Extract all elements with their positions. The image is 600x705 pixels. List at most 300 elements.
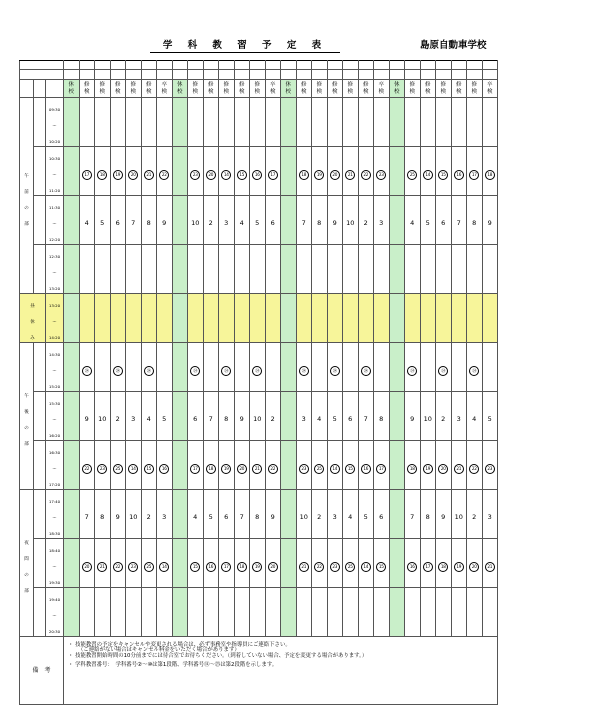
lesson-number: 16	[206, 562, 216, 572]
schedule-cell	[188, 294, 204, 343]
schedule-cell	[250, 245, 266, 294]
schedule-cell	[405, 294, 421, 343]
lesson-number: ㉔	[438, 366, 448, 376]
status-char: 修	[238, 82, 245, 88]
lesson-number: 15	[345, 464, 355, 474]
lesson-number: 23	[299, 464, 309, 474]
schedule-cell	[110, 196, 126, 245]
schedule-cell	[172, 196, 188, 245]
schedule-cell	[95, 588, 111, 637]
schedule-cell	[64, 490, 80, 539]
schedule-cell	[420, 245, 436, 294]
day-number	[250, 61, 266, 70]
status-char: 検	[455, 88, 462, 95]
lesson-number: 14	[423, 170, 433, 180]
time-part: 15:20	[48, 384, 61, 389]
schedule-cell	[420, 98, 436, 147]
weekday	[234, 70, 250, 80]
status-char: 検	[409, 88, 415, 95]
status-char: 修	[440, 82, 446, 88]
schedule-cell	[110, 588, 126, 637]
lesson-number: 18	[97, 170, 107, 180]
schedule-cell	[312, 539, 328, 588]
status-char: 検	[99, 88, 105, 95]
lesson-number: 7	[239, 513, 244, 521]
schedule-cell	[436, 147, 452, 196]
lesson-number: 10	[454, 513, 463, 521]
lesson-number: 15	[438, 170, 448, 180]
schedule-cell	[420, 539, 436, 588]
schedule-cell	[157, 539, 173, 588]
schedule-cell	[250, 392, 266, 441]
session-gogo	[20, 343, 34, 490]
status-char: 修	[145, 82, 152, 88]
lunch-char: 休	[30, 320, 35, 325]
kubun-label	[20, 80, 34, 98]
status-char: 修	[83, 82, 90, 88]
day-number	[374, 61, 390, 70]
status-char: 休	[68, 82, 74, 88]
schedule-cell	[451, 196, 467, 245]
schedule-cell	[467, 196, 483, 245]
schedule-cell	[141, 490, 157, 539]
schedule-cell	[265, 441, 281, 490]
day-number	[95, 61, 111, 70]
lesson-number: ㉔	[407, 366, 417, 376]
schedule-cell	[203, 441, 219, 490]
schedule-cell	[436, 245, 452, 294]
schedule-cell	[141, 343, 157, 392]
note-line: ・ 技能教習の予定をキャンセルや変更される場合は、必ず事務室や指導員にご連絡下さい。	[68, 642, 291, 648]
day-number	[172, 61, 188, 70]
day-status	[172, 80, 188, 98]
lesson-number: ㉔	[144, 366, 154, 376]
lesson-number: 4	[146, 415, 151, 423]
lesson-number: 6	[379, 513, 384, 521]
schedule-cell	[219, 294, 235, 343]
lesson-number: 9	[410, 415, 415, 423]
lesson-number: 3	[487, 513, 492, 521]
lesson-number: 4	[239, 219, 244, 227]
schedule-cell	[203, 392, 219, 441]
schedule-cell	[64, 441, 80, 490]
schedule-cell	[312, 490, 328, 539]
status-char: 検	[83, 88, 90, 95]
schedule-cell	[312, 196, 328, 245]
schedule-cell	[79, 147, 95, 196]
lesson-number: 15	[376, 562, 386, 572]
lesson-number: 3	[162, 513, 167, 521]
schedule-cell	[126, 147, 142, 196]
lesson-number: 17	[376, 464, 386, 474]
weekday	[79, 70, 95, 80]
schedule-cell	[482, 245, 498, 294]
time-part: 〜	[52, 368, 57, 373]
period-number	[34, 441, 46, 490]
status-char: 修	[300, 82, 307, 88]
schedule-cell	[343, 98, 359, 147]
lesson-number: 22	[82, 464, 92, 474]
schedule-cell	[467, 588, 483, 637]
lesson-number: 10	[253, 415, 262, 423]
schedule-cell	[296, 588, 312, 637]
session-char: 後	[24, 410, 29, 415]
schedule-cell	[157, 392, 173, 441]
day-number	[436, 61, 452, 70]
lesson-number: 23	[190, 170, 200, 180]
time-part: 〜	[52, 515, 57, 520]
schedule-cell	[172, 343, 188, 392]
notes-box	[64, 637, 498, 705]
note-line: （ご連絡がない場合はキャンセル料金をいただく場合があります）	[78, 647, 240, 654]
schedule-cell	[358, 98, 374, 147]
period-number	[34, 147, 46, 196]
period-number	[34, 588, 46, 637]
schedule-cell	[188, 98, 204, 147]
schedule-cell	[374, 147, 390, 196]
schedule-cell	[389, 98, 405, 147]
day-status	[265, 80, 281, 98]
weekday	[219, 70, 235, 80]
schedule-cell	[110, 441, 126, 490]
schedule-cell	[95, 196, 111, 245]
schedule-cell	[405, 343, 421, 392]
schedule-cell	[482, 441, 498, 490]
schedule-cell	[312, 245, 328, 294]
schedule-cell	[296, 490, 312, 539]
day-status	[374, 80, 390, 98]
day-status	[219, 80, 235, 98]
schedule-cell	[157, 343, 173, 392]
day-status	[157, 80, 173, 98]
time-part: 17:40	[48, 499, 61, 504]
schedule-cell	[343, 392, 359, 441]
schedule-cell	[296, 392, 312, 441]
schedule-cell	[265, 539, 281, 588]
schedule-cell	[203, 490, 219, 539]
period-row	[20, 392, 498, 441]
lesson-number: 10	[346, 219, 355, 227]
lesson-number: 8	[379, 415, 384, 423]
schedule-cell	[312, 588, 328, 637]
day-status	[203, 80, 219, 98]
schedule-cell	[219, 343, 235, 392]
weekday	[420, 70, 436, 80]
session-char: 午	[24, 173, 29, 179]
day-status	[79, 80, 95, 98]
session-char: 部	[24, 221, 29, 227]
schedule-cell	[172, 294, 188, 343]
schedule-cell	[420, 196, 436, 245]
lesson-number: 18	[438, 562, 448, 572]
schedule-cell	[281, 441, 297, 490]
schedule-cell	[281, 490, 297, 539]
lesson-number: 21	[252, 464, 262, 474]
schedule-cell	[358, 490, 374, 539]
lesson-number: ㉔	[330, 366, 340, 376]
schedule-cell	[219, 196, 235, 245]
schedule-cell	[126, 441, 142, 490]
weekday	[327, 70, 343, 80]
lesson-number: 20	[82, 562, 92, 572]
schedule-cell	[420, 392, 436, 441]
status-char: 検	[331, 88, 338, 95]
schedule-cell	[79, 588, 95, 637]
schedule-cell	[327, 490, 343, 539]
time-part: 12:20	[48, 237, 61, 242]
day-status	[95, 80, 111, 98]
schedule-cell	[296, 343, 312, 392]
schedule-cell	[358, 343, 374, 392]
day-status	[420, 80, 436, 98]
schedule-cell	[374, 196, 390, 245]
lesson-number: 5	[332, 415, 337, 423]
weekday	[126, 70, 142, 80]
lesson-number: ㉔	[361, 366, 371, 376]
lesson-number: 22	[361, 170, 371, 180]
day-number	[451, 61, 467, 70]
schedule-cell	[374, 441, 390, 490]
schedule-cell	[95, 392, 111, 441]
schedule-cell	[141, 588, 157, 637]
schedule-cell	[219, 441, 235, 490]
time-part: 16:20	[48, 433, 61, 438]
day-number	[141, 61, 157, 70]
day-status	[405, 80, 421, 98]
lesson-number: 22	[159, 170, 169, 180]
schedule-cell	[327, 245, 343, 294]
time-part: 19:30	[48, 580, 61, 585]
schedule-cell	[281, 98, 297, 147]
schedule-cell	[172, 245, 188, 294]
lesson-number: 21	[144, 170, 154, 180]
schedule-cell	[95, 539, 111, 588]
lesson-number: 8	[425, 513, 430, 521]
period-number	[34, 343, 46, 392]
lesson-number: 6	[348, 415, 353, 423]
schedule-cell	[451, 539, 467, 588]
status-char: 検	[130, 88, 136, 95]
schedule-cell	[327, 147, 343, 196]
lesson-number: 19	[454, 562, 464, 572]
time-part: 13:20	[48, 303, 61, 308]
schedule-cell	[126, 343, 142, 392]
status-char: 修	[455, 82, 462, 88]
schedule-cell	[358, 147, 374, 196]
day-status	[110, 80, 126, 98]
lesson-number: 2	[317, 513, 322, 521]
lesson-number: 5	[425, 219, 430, 227]
schedule-cell	[281, 147, 297, 196]
status-char: 検	[161, 88, 167, 95]
day-number	[405, 61, 421, 70]
lesson-number: 10	[423, 415, 432, 423]
lesson-number: 19	[113, 170, 123, 180]
lesson-number: 9	[270, 513, 275, 521]
lesson-number: 3	[301, 415, 306, 423]
day-status	[343, 80, 359, 98]
weekday	[110, 70, 126, 80]
weekday	[203, 70, 219, 80]
schedule-cell	[374, 490, 390, 539]
day-status	[482, 80, 498, 98]
schedule-cell	[327, 441, 343, 490]
lesson-number: 9	[441, 513, 446, 521]
schedule-cell	[234, 392, 250, 441]
schedule-cell	[296, 539, 312, 588]
lesson-number: 18	[485, 170, 495, 180]
schedule-cell	[405, 539, 421, 588]
header-days	[20, 61, 498, 70]
time-part: 〜	[52, 319, 57, 324]
schedule-cell	[79, 490, 95, 539]
session-char: 間	[24, 557, 29, 562]
schedule-cell	[79, 98, 95, 147]
day-number	[281, 61, 297, 70]
lesson-number: 17	[268, 170, 278, 180]
note-line: ・ 技能教習開始時間の10分前までには待合室でお待ちください。（到着していない場合、予定を変更する場合があります。）	[68, 652, 368, 659]
status-char: 修	[316, 82, 322, 88]
lesson-number: 15	[144, 464, 154, 474]
status-char: 修	[130, 82, 136, 88]
status-char: 検	[347, 88, 353, 95]
period-row	[20, 441, 498, 490]
schedule-cell	[420, 343, 436, 392]
lesson-number: 8	[146, 219, 151, 227]
time-part: 17:20	[48, 482, 61, 487]
schedule-cell	[188, 196, 204, 245]
schedule-cell	[64, 294, 80, 343]
schedule-cell	[482, 392, 498, 441]
lesson-number: 4	[348, 513, 353, 521]
lesson-number: 16	[159, 464, 169, 474]
schedule-cell	[420, 294, 436, 343]
schedule-cell	[327, 343, 343, 392]
schedule-cell	[79, 441, 95, 490]
schedule-cell	[141, 294, 157, 343]
lesson-number: ㉔	[299, 366, 309, 376]
period-number	[34, 196, 46, 245]
lesson-number: 18	[237, 562, 247, 572]
schedule-cell	[64, 147, 80, 196]
time-part: 18:30	[48, 531, 61, 536]
period-number	[34, 490, 46, 539]
status-char: 検	[192, 88, 198, 95]
lesson-number: 22	[314, 562, 324, 572]
schedule-cell	[327, 294, 343, 343]
schedule-cell	[358, 539, 374, 588]
lesson-number: 10	[129, 513, 138, 521]
status-char: 検	[269, 88, 276, 95]
schedule-cell	[467, 441, 483, 490]
day-number	[234, 61, 250, 70]
status-char: 修	[254, 82, 260, 88]
lesson-number: 4	[84, 219, 89, 227]
schedule-cell	[265, 245, 281, 294]
time-part: 〜	[52, 564, 57, 569]
lesson-number: 3	[224, 219, 229, 227]
schedule-cell	[110, 245, 126, 294]
period-time	[46, 441, 64, 490]
schedule-cell	[126, 245, 142, 294]
session-char: の	[24, 426, 29, 431]
lesson-number: 19	[221, 464, 231, 474]
schedule-cell	[358, 294, 374, 343]
day-status	[234, 80, 250, 98]
time-part: 09:30	[48, 107, 61, 112]
schedule-cell	[420, 147, 436, 196]
schedule-cell	[327, 196, 343, 245]
schedule-cell	[172, 98, 188, 147]
lesson-number: ㉔	[190, 366, 200, 376]
session-yakan	[20, 490, 34, 637]
schedule-cell	[64, 588, 80, 637]
time-part: 13:20	[48, 286, 61, 291]
lesson-number: 9	[487, 219, 492, 227]
session-char: 夜	[24, 541, 29, 546]
status-char: 検	[300, 88, 307, 95]
schedule-cell	[157, 147, 173, 196]
lesson-number: 10	[191, 219, 200, 227]
lesson-number: 21	[345, 170, 355, 180]
period-time	[46, 588, 64, 637]
note-line: ・ 学科教習番号： 学科番号②～⑩は第1段階、学科番号⑭～㉕は第2段階を示します。	[68, 662, 278, 669]
day-status	[467, 80, 483, 98]
schedule-cell	[467, 147, 483, 196]
schedule-cell	[188, 245, 204, 294]
schedule-cell	[203, 245, 219, 294]
lesson-number: ㉔	[252, 366, 262, 376]
lesson-number: 21	[299, 562, 309, 572]
schedule-cell	[95, 147, 111, 196]
lesson-number: 7	[456, 219, 461, 227]
schedule-cell	[343, 245, 359, 294]
schedule-cell	[157, 588, 173, 637]
lesson-number: 14	[361, 562, 371, 572]
schedule-cell	[250, 196, 266, 245]
schedule-cell	[467, 294, 483, 343]
time-part: 14:30	[48, 352, 61, 357]
day-number	[126, 61, 142, 70]
schedule-cell	[79, 196, 95, 245]
lesson-number: 21	[97, 562, 107, 572]
schedule-cell	[374, 294, 390, 343]
period-time	[46, 539, 64, 588]
schedule-cell	[389, 441, 405, 490]
schedule-cell	[110, 539, 126, 588]
status-char: 検	[378, 88, 384, 95]
lesson-number: 6	[193, 415, 198, 423]
schedule-cell	[157, 98, 173, 147]
lesson-number: 25	[345, 562, 355, 572]
schedule-cell	[79, 343, 95, 392]
lesson-number: ㉔	[113, 366, 123, 376]
time-part: 10:20	[48, 139, 61, 144]
period-row	[20, 539, 498, 588]
schedule-cell	[482, 196, 498, 245]
status-char: 検	[114, 88, 121, 95]
schedule-cell	[203, 196, 219, 245]
schedule-cell	[389, 196, 405, 245]
weekday	[281, 70, 297, 80]
day-number	[482, 61, 498, 70]
period-row	[20, 343, 498, 392]
schedule-cell	[389, 245, 405, 294]
schedule-cell	[64, 196, 80, 245]
lesson-number: 2	[472, 513, 477, 521]
schedule-cell	[172, 441, 188, 490]
status-char: 修	[99, 82, 105, 88]
